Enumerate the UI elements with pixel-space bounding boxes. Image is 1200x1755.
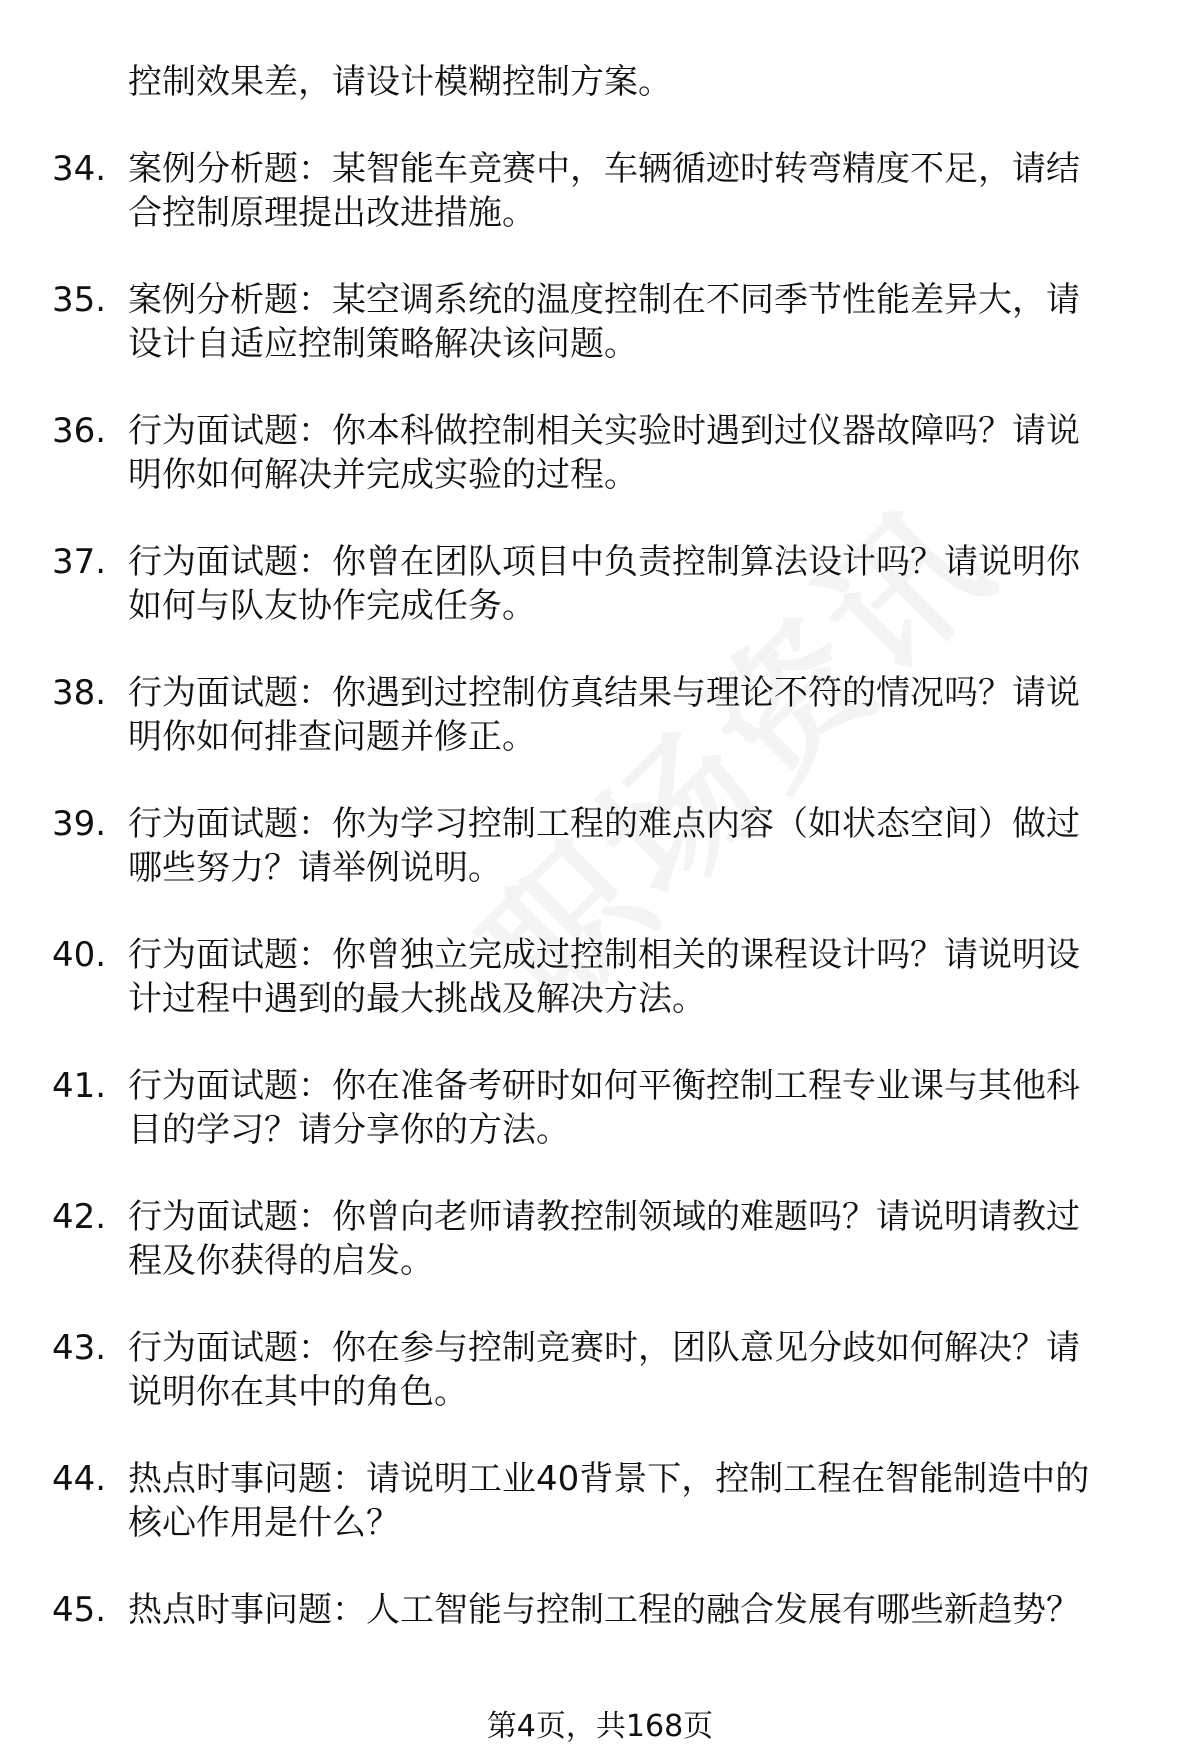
question-number: 43. [52, 1328, 107, 1368]
question-item [0, 1195, 1200, 1283]
question-number: 44. [52, 1459, 107, 1499]
question-text-line: 行为面试题：你在准备考研时如何平衡控制工程专业课与其他科 [128, 1066, 1080, 1106]
question-item [0, 802, 1200, 890]
question-text-line: 行为面试题：你遇到过控制仿真结果与理论不符的情况吗？请说 [128, 673, 1080, 713]
question-text-line: 计过程中遇到的最大挑战及解决方法。 [128, 979, 706, 1019]
continuation-line: 控制效果差，请设计模糊控制方案。 [128, 62, 672, 102]
question-text-line: 热点时事问题：请说明工业40背景下，控制工程在智能制造中的 [128, 1459, 1090, 1499]
question-text-line: 核心作用是什么？ [128, 1503, 400, 1543]
document-body [0, 60, 1200, 1632]
question-text-line: 合控制原理提出改进措施。 [128, 193, 536, 233]
question-text-line: 热点时事问题：人工智能与控制工程的融合发展有哪些新趋势？ [128, 1590, 1080, 1630]
question-text-line: 案例分析题：某空调系统的温度控制在不同季节性能差异大，请 [128, 280, 1080, 320]
question-text-line: 行为面试题：你曾在团队项目中负责控制算法设计吗？请说明你 [128, 542, 1080, 582]
question-number: 42. [52, 1197, 107, 1237]
question-number: 34. [52, 149, 107, 189]
question-item [0, 1588, 1200, 1632]
question-number: 40. [52, 935, 107, 975]
question-number: 38. [52, 673, 107, 713]
question-text-line: 哪些努力？请举例说明。 [128, 848, 502, 888]
question-number: 45. [52, 1590, 107, 1630]
question-item [0, 933, 1200, 1021]
question-text-line: 设计自适应控制策略解决该问题。 [128, 324, 638, 364]
question-list [0, 147, 1200, 1632]
question-text-line: 行为面试题：你为学习控制工程的难点内容（如状态空间）做过 [128, 804, 1080, 844]
question-text-line: 行为面试题：你曾向老师请教控制领域的难题吗？请说明请教过 [128, 1197, 1080, 1237]
question-item [0, 1064, 1200, 1152]
question-number: 36. [52, 411, 107, 451]
question-number: 35. [52, 280, 107, 320]
page-footer: 第4页，共168页 [486, 1709, 714, 1744]
question-item [0, 540, 1200, 628]
question-text-line: 明你如何解决并完成实验的过程。 [128, 455, 638, 495]
question-number: 39. [52, 804, 107, 844]
question-number: 41. [52, 1066, 107, 1106]
question-number: 37. [52, 542, 107, 582]
question-text-line: 程及你获得的启发。 [128, 1241, 434, 1281]
question-item [0, 671, 1200, 759]
question-text-line: 说明你在其中的角色。 [128, 1372, 468, 1412]
question-item [0, 278, 1200, 366]
question-text-line: 行为面试题：你本科做控制相关实验时遇到过仪器故障吗？请说 [128, 411, 1080, 451]
question-item [0, 1457, 1200, 1545]
question-item [0, 1326, 1200, 1414]
question-text-line: 明你如何排查问题并修正。 [128, 717, 536, 757]
question-text-line: 行为面试题：你在参与控制竞赛时，团队意见分歧如何解决？请 [128, 1328, 1080, 1368]
question-text-line: 案例分析题：某智能车竞赛中，车辆循迹时转弯精度不足，请结 [128, 149, 1080, 189]
question-text-line: 行为面试题：你曾独立完成过控制相关的课程设计吗？请说明设 [128, 935, 1080, 975]
question-item [0, 147, 1200, 235]
question-text-line: 目的学习？请分享你的方法。 [128, 1110, 570, 1150]
question-text-line: 如何与队友协作完成任务。 [128, 586, 536, 626]
question-item [0, 409, 1200, 497]
